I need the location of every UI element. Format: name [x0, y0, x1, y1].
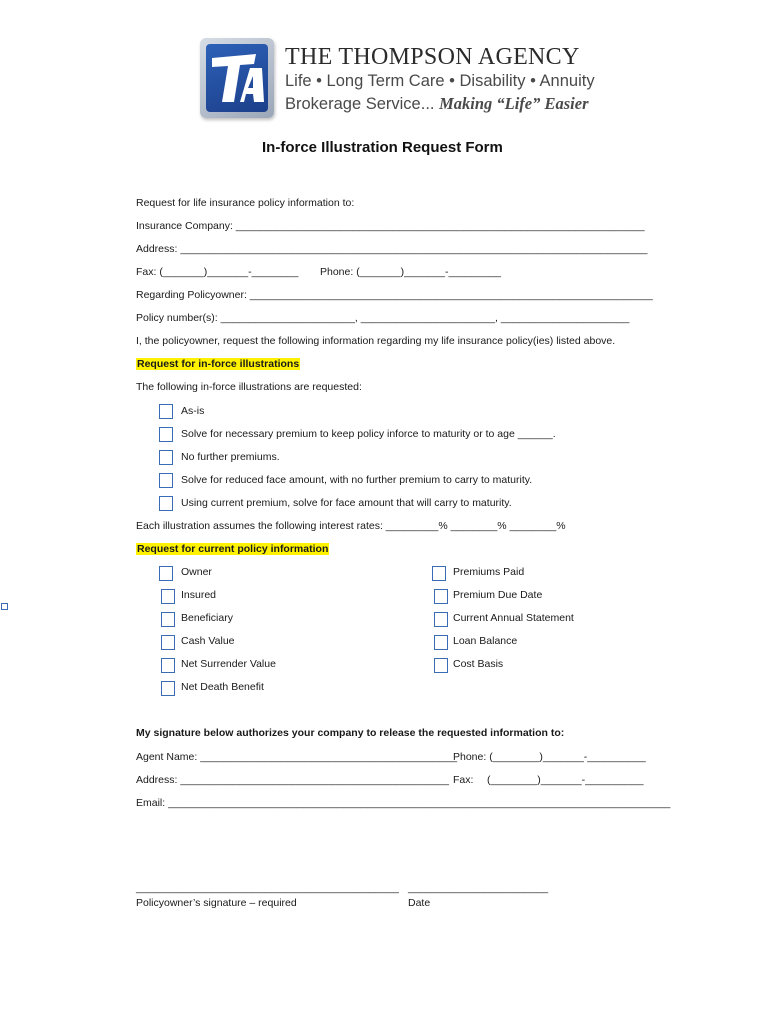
checkbox-premium-due-date[interactable] — [434, 589, 448, 604]
signature-label: Policyowner’s signature – required — [136, 897, 297, 909]
agent-email-field[interactable]: Email: ______________________________________________________________________________________ — [136, 797, 671, 809]
agent-address-field[interactable]: Address: ______________________________________________ — [136, 774, 449, 786]
agency-logo-mark — [206, 44, 268, 112]
address-field[interactable]: Address: ________________________________________________________________________________ — [136, 243, 648, 255]
agent-name-field[interactable]: Agent Name: ____________________________________________ — [136, 751, 458, 763]
beneficiary-label: Beneficiary — [181, 612, 233, 624]
policy-numbers-field[interactable]: Policy number(s): _______________________, _______________________, ______________________ — [136, 312, 630, 324]
checkbox-loan-balance[interactable] — [434, 635, 448, 650]
current-annual-statement-label: Current Annual Statement — [453, 612, 574, 624]
ta-logo-icon — [206, 44, 268, 112]
net-death-benefit-label: Net Death Benefit — [181, 681, 264, 693]
policy-info-heading: Request for current policy information — [137, 543, 329, 555]
checkbox-current-premium[interactable] — [159, 496, 173, 511]
agency-tagline-lines: Life • Long Term Care • Disability • Annuity — [285, 72, 595, 90]
checkbox-solve-premium[interactable] — [159, 427, 173, 442]
authorization-heading: My signature below authorizes your company to release the requested information to: — [136, 727, 565, 739]
date-label: Date — [408, 897, 431, 909]
phone-field[interactable]: Phone: (_______)_______-_________ — [320, 266, 501, 278]
checkbox-as-is[interactable] — [159, 404, 173, 419]
regarding-policyowner-field[interactable]: Regarding Policyowner: _____________________________________________________________________ — [136, 289, 653, 301]
agency-logo — [200, 38, 274, 118]
net-surrender-value-label: Net Surrender Value — [181, 658, 276, 670]
checkbox-owner[interactable] — [159, 566, 173, 581]
cash-value-label: Cash Value — [181, 635, 235, 647]
option-as-is-label: As-is — [181, 405, 205, 417]
premium-due-date-label: Premium Due Date — [453, 589, 543, 601]
checkbox-net-death-benefit[interactable] — [161, 681, 175, 696]
checkbox-cash-value[interactable] — [161, 635, 175, 650]
illustrations-intro: The following in-force illustrations are requested: — [136, 381, 362, 393]
interest-rates-field[interactable]: Each illustration assumes the following interest rates: _________% ________% ________% — [136, 520, 566, 532]
margin-checkbox-icon — [1, 603, 8, 610]
checkbox-current-annual-statement[interactable] — [434, 612, 448, 627]
premiums-paid-label: Premiums Paid — [453, 566, 525, 578]
option-no-further-premiums-label: No further premiums. — [181, 451, 280, 463]
insurance-company-field[interactable]: Insurance Company: ______________________________________________________________________ — [136, 220, 645, 232]
checkbox-cost-basis[interactable] — [434, 658, 448, 673]
insured-label: Insured — [181, 589, 217, 601]
agent-fax-field[interactable]: (________)_______-__________ — [487, 774, 644, 786]
option-reduced-face-amount-label: Solve for reduced face amount, with no further premium to carry to maturity. — [181, 474, 533, 486]
agent-phone-field[interactable]: Phone: (________)_______-__________ — [453, 751, 646, 763]
option-solve-premium-label: Solve for necessary premium to keep policy inforce to maturity or to age ______. — [181, 428, 556, 440]
fax-field[interactable]: Fax: (_______)_______-________ — [136, 266, 299, 278]
request-intro: Request for life insurance policy information to: — [136, 197, 355, 209]
date-line[interactable]: ________________________ — [408, 882, 549, 894]
checkbox-premiums-paid[interactable] — [432, 566, 446, 581]
option-current-premium-label: Using current premium, solve for face amount that will carry to maturity. — [181, 497, 512, 509]
agency-tagline-motto: Brokerage Service... Making “Life” Easier — [285, 94, 589, 113]
illustrations-heading: Request for in-force illustrations — [137, 358, 300, 370]
loan-balance-label: Loan Balance — [453, 635, 518, 647]
agency-name: THE THOMPSON AGENCY — [285, 44, 580, 70]
checkbox-net-surrender-value[interactable] — [161, 658, 175, 673]
signature-line[interactable]: _____________________________________________ — [136, 882, 399, 894]
agent-fax-label: Fax: — [453, 774, 474, 786]
policyowner-statement: I, the policyowner, request the following information regarding my life insurance policy(ies) listed above. — [136, 335, 616, 347]
checkbox-beneficiary[interactable] — [161, 612, 175, 627]
checkbox-no-further-premiums[interactable] — [159, 450, 173, 465]
cost-basis-label: Cost Basis — [453, 658, 504, 670]
checkbox-insured[interactable] — [161, 589, 175, 604]
checkbox-reduced-face-amount[interactable] — [159, 473, 173, 488]
form-title: In-force Illustration Request Form — [262, 139, 503, 156]
owner-label: Owner — [181, 566, 212, 578]
